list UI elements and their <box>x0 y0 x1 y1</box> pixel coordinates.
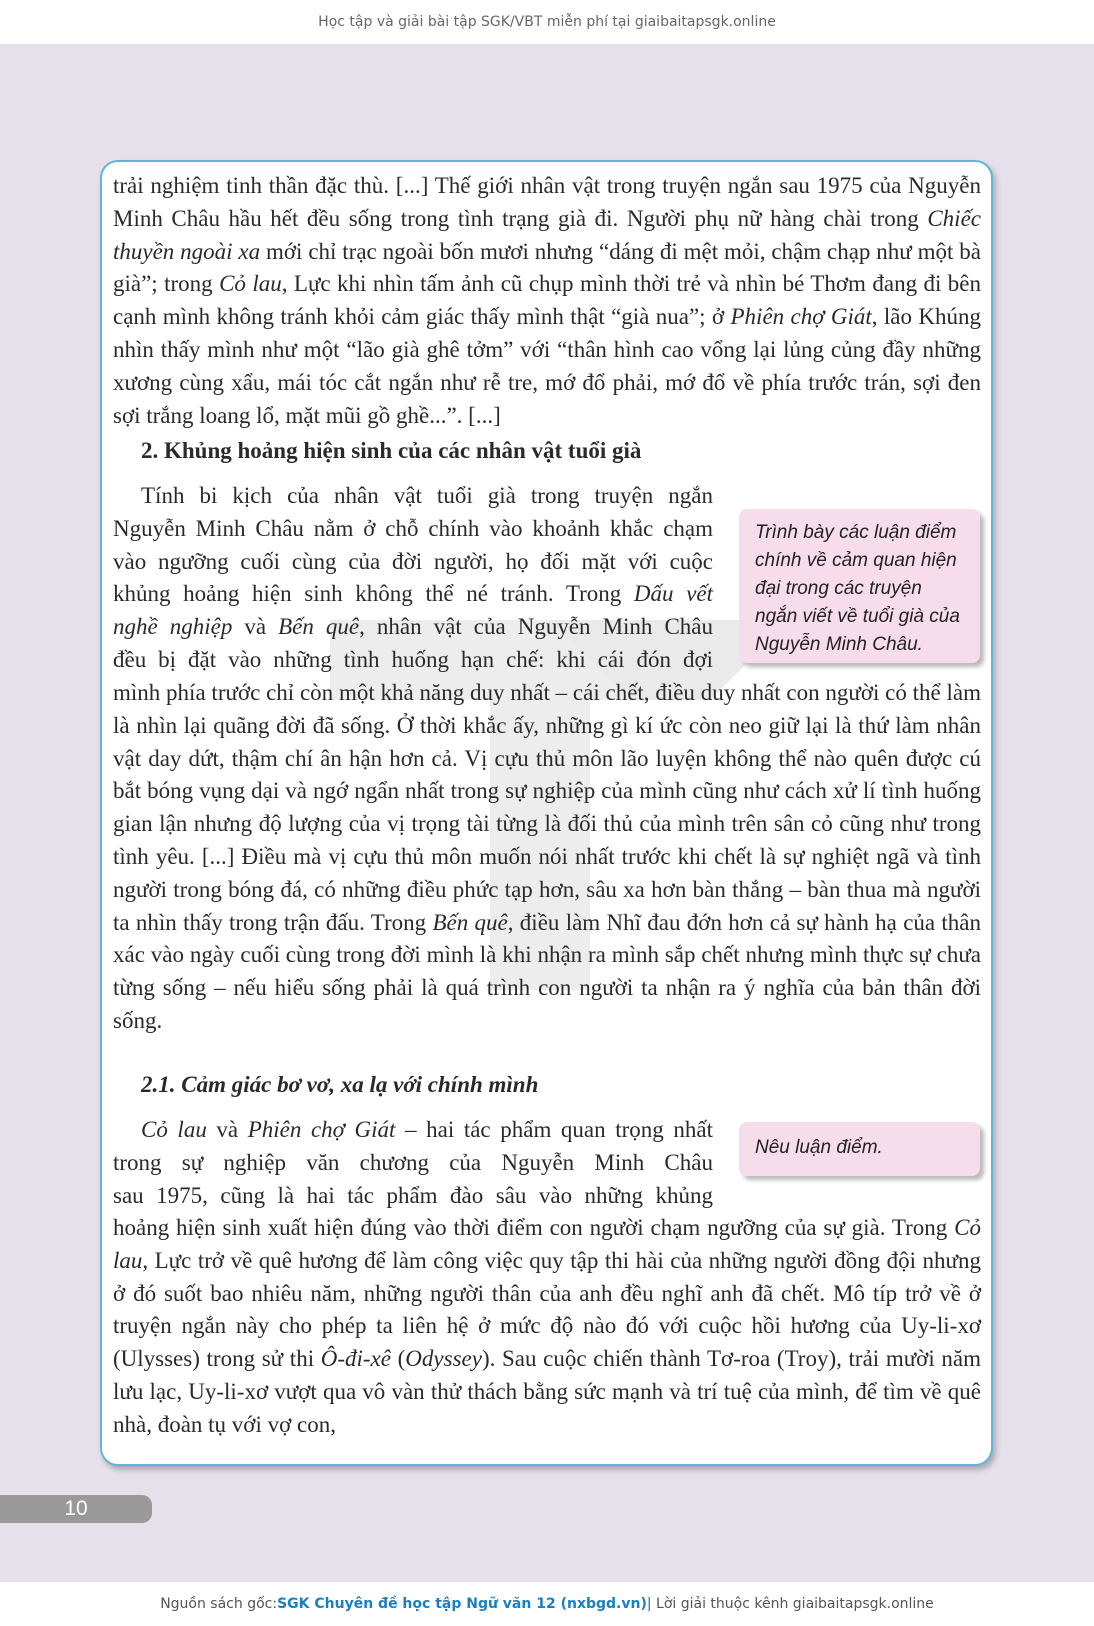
para2-end: , điều làm Nhĩ đau đớn hơn cả sự hành hạ của thân xác vào ngày cuối cùng trong đời mình là khi nhận ra mình sắp chết nhưng mình thực sự chưa từng sống – nếu hiểu sống phải là quá trình con người ta nhận ra ý nghĩa của bản thân đời sống. <box>113 909 982 1033</box>
paragraph-1 <box>113 170 981 432</box>
para2-and: và <box>232 614 279 640</box>
para3-italic-phien-cho: Phiên chợ Giát <box>247 1117 396 1142</box>
para2-line-4: khủng hoảng hiện sinh không thể né tránh. Trong <box>113 581 634 607</box>
para2-italic-dau-vet: Dấu vết <box>633 581 714 607</box>
footer-prefix: Nguồn sách gốc: <box>160 1596 278 1612</box>
para2-line-6: đều bị đặt vào những tình huống hạn chế: khi cái đón đợi <box>113 646 713 672</box>
para3-italic-co-lau-2: Cỏ lau <box>113 1215 981 1273</box>
section-heading-2-1: 2.1. Cảm giác bơ vơ, xa lạ với chính mình <box>141 1072 539 1097</box>
para2-italic-ben-que-2: Bến quê <box>432 909 508 935</box>
para3-italic-odyssey: Odyssey <box>405 1346 482 1372</box>
para1-italic-title-3: Phiên chợ Giát <box>730 304 872 330</box>
para2-line-2: Nguyễn Minh Châu nằm ở chỗ chính vào khoảnh khắc chạm <box>113 515 713 541</box>
para3-text-e: ). Sau cuộc chiến thành Tơ-roa (Troy), trải mười năm lưu lạc, Uy-li-xơ vượt qua vô vàn thử thách bằng sức mạnh và trí tuệ của mình, để tìm về quê nhà, đoàn tụ với vợ con, <box>113 1346 981 1437</box>
page-number-text: 10 <box>64 1497 88 1520</box>
para3-paren-open: ( <box>390 1346 406 1372</box>
para3-and: và <box>206 1117 248 1142</box>
footer-suffix: | Lời giải thuộc kênh giaibaitapsgk.online <box>646 1596 934 1612</box>
para2-line-5-end: , nhân vật của Nguyễn Minh Châu <box>359 614 713 640</box>
para3-line-2: trong sự nghiệp văn chương của Nguyễn Minh Châu <box>113 1149 713 1175</box>
para2-rest: mình phía trước chỉ còn một khả năng duy nhất – cái chết, điều duy nhất con người có thể làm là nhìn lại quãng đời đã sống. Ở thời khắc ấy, những gì kí ức còn neo giữ lại là thứ làm nhân vật day dứt, thậm chí ân hận hơn cả. Vị cựu thủ môn lão luyện không thể nào quên được cú bắt bóng vụng dại và ngớ ngẩn nhất trong sự nghiệp của mình cũng như cách xử lí tình huống gian lận nhưng độ lượng của vị trọng tài từng là đối thủ của mình trên sân cỏ cũng như trong tình yêu. [...] Điều mà vị cựu thủ môn muốn nói nhất trước khi chết là sự nghiệt ngã và tình người trong bóng đá, có những điều phức tạp hơn, sâu xa hơn bàn thắng – bàn thua mà người ta nhìn thấy trong trận đấu. Trong <box>113 680 981 935</box>
para1-text-b: mới chỉ trạc ngoài bốn mươi nhưng “dáng đi mệt mỏi, chậm chạp như một bà già”; trong <box>113 238 981 297</box>
site-header <box>0 0 1094 44</box>
paragraph-2-narrow <box>113 480 713 677</box>
section-heading-2: 2. Khủng hoảng hiện sinh của các nhân vật tuổi già <box>141 438 642 463</box>
para3-line-1-end: – hai tác phẩm quan trọng nhất <box>395 1117 713 1142</box>
side-note-1: Trình bày các luận điểm chính về cảm quan hiện đại trong các truyện ngắn viết về tuổi già của Nguyễn Minh Châu. <box>739 509 980 663</box>
page-number <box>0 1495 152 1523</box>
para2-line-1: Tính bi kịch của nhân vật tuổi già trong truyện ngắn <box>141 483 713 508</box>
para3-text-b: hoảng hiện sinh xuất hiện đúng vào thời điểm con người chạm ngưỡng của sự già. Trong <box>113 1215 955 1240</box>
para2-italic-nghe-nghiep: nghề nghiệp <box>113 614 233 640</box>
paragraph-3-wide <box>113 1212 981 1442</box>
para3-italic-co-lau: Cỏ lau <box>141 1117 207 1142</box>
site-footer <box>0 1582 1094 1626</box>
site-header-text: Học tập và giải bài tập SGK/VBT miễn phí tại giaibaitapsgk.online <box>318 14 776 30</box>
footer-source-link[interactable]: SGK Chuyên đề học tập Ngữ văn 12 (nxbgd.vn) <box>277 1596 647 1612</box>
para3-text-c: , Lực trở về quê hương để làm công việc quy tập thi hài của những người đồng đội nhưng ở đó suốt bao nhiêu năm, những người thân của anh đều nghĩ anh đã chết. Mô típ trở về ở truyện ngắn này cho phép ta liên hệ ở mức độ nào đó với cuộc hồi hương của Uy-li-xơ (Ulysses) trong sử thi <box>113 1247 981 1372</box>
para3-italic-o-di-xe: Ô-đi-xê <box>320 1346 391 1372</box>
paragraph-2-wide <box>113 677 981 1038</box>
paragraph-3-narrow <box>113 1114 713 1212</box>
para1-italic-title-2: Cỏ lau <box>219 271 282 297</box>
side-note-2: Nêu luận điểm. <box>739 1122 980 1176</box>
para3-line-3: sau 1975, cũng là hai tác phẩm đào sâu vào những khủng <box>113 1182 713 1208</box>
para2-italic-ben-que: Bến quê <box>278 614 360 640</box>
para1-text-a: trải nghiệm tinh thần đặc thù. [...] Thế giới nhân vật trong truyện ngắn sau 1975 của Nguyễn Minh Châu hầu hết đều sống trong tình trạng già đi. Người phụ nữ hàng chài trong <box>113 173 981 231</box>
para1-text-c: , Lực khi nhìn tấm ảnh cũ chụp mình thời trẻ và nhìn bé Thơm đang đi bên cạnh mình không tránh khỏi cảm giác thấy mình thật “già nua”; ở <box>113 271 982 330</box>
para1-italic-title-1: Chiếc thuyền ngoài xa <box>113 205 981 264</box>
para2-line-3: vào ngưỡng cuối cùng của đời người, họ đối mặt với cuộc <box>113 548 713 574</box>
para1-text-d: , lão Khúng nhìn thấy mình như một “lão già ghê tởm” với “thân hình cao vổng lại lủng củng đầy những xương cùng xẩu, mái tóc cắt ngắn như rễ tre, mớ đổ phải, mớ đổ về phía trước trán, sợi đen sợi trắng loang lổ, mặt mũi gồ ghề...”. [...] <box>113 304 981 428</box>
